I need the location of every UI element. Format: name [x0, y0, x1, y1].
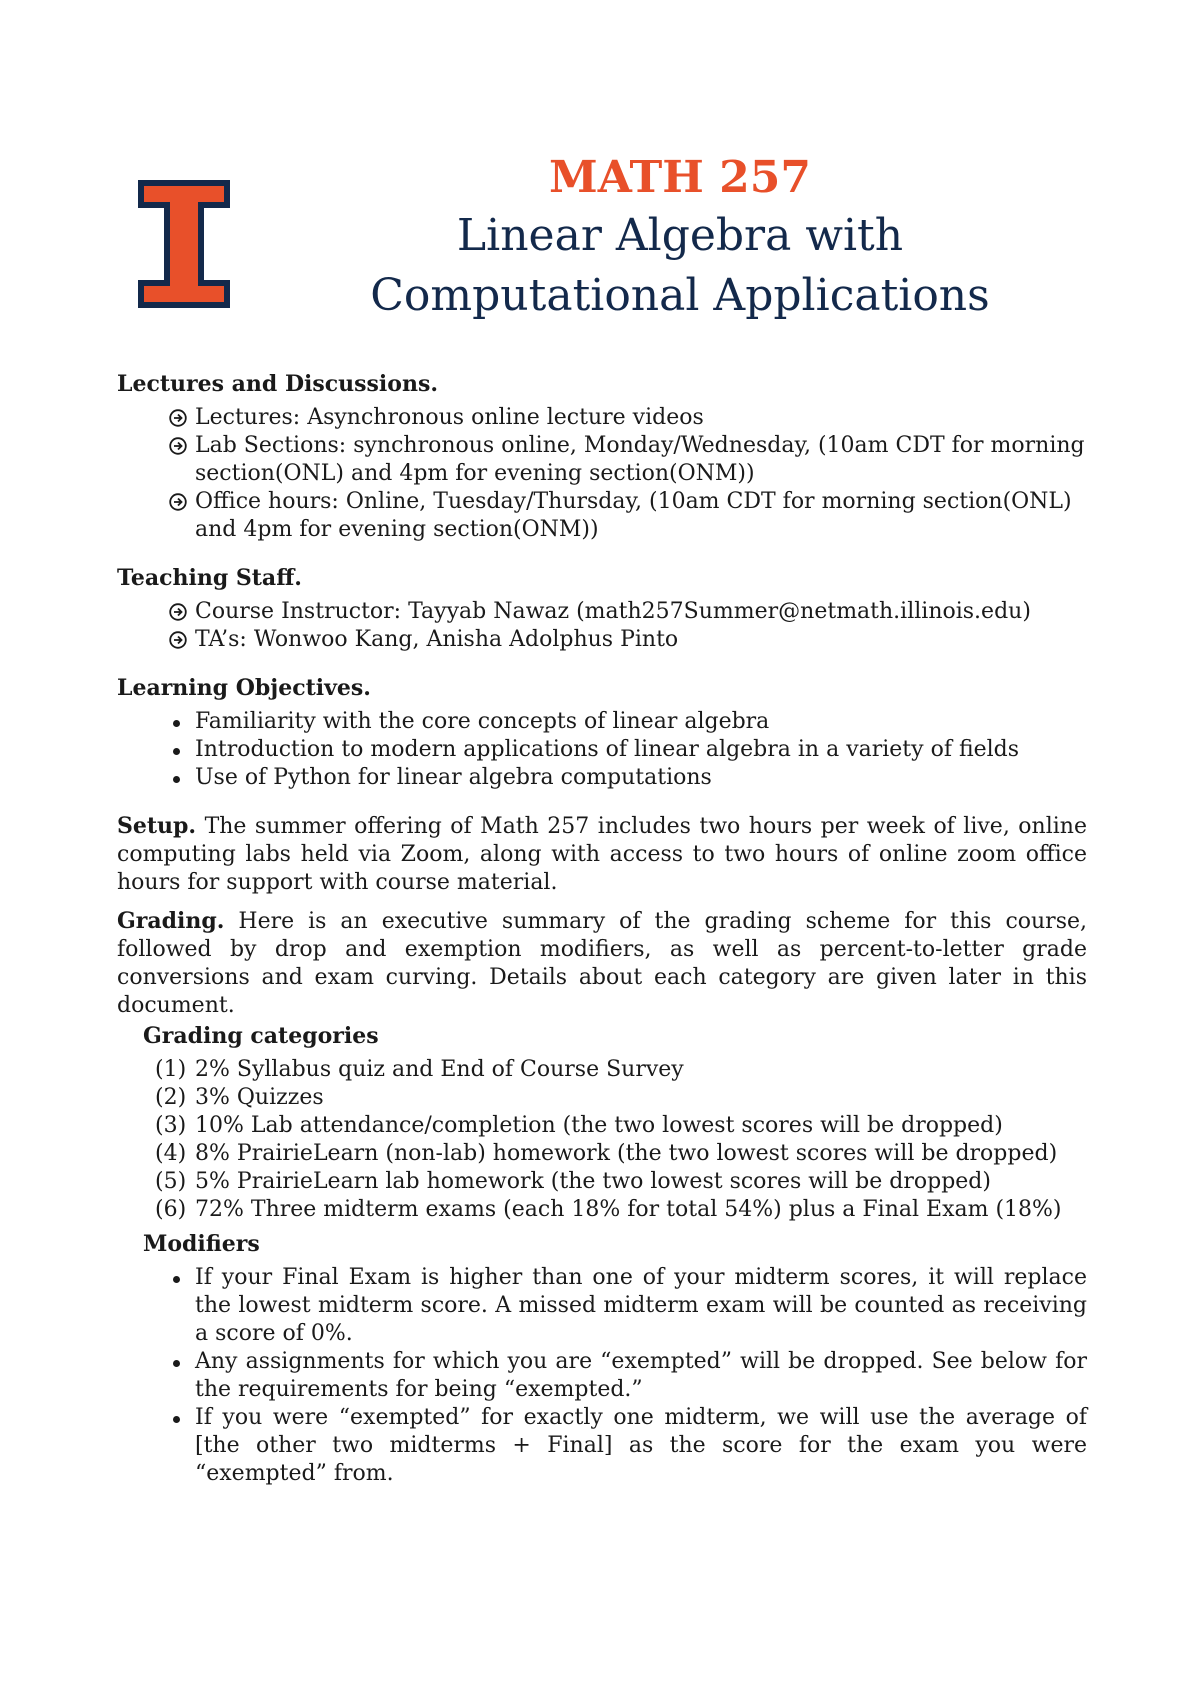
course-title-line1: Linear Algebra with	[456, 210, 904, 261]
list-item-text: Familiarity with the core concepts of linear algebra	[195, 709, 770, 734]
modifiers-heading: Modifiers	[143, 1231, 260, 1257]
item-number: (6)	[155, 1197, 187, 1222]
setup-text: The summer offering of Math 257 includes two hours per week of live, online computing labs held via Zoom, along with access to two hours of online zoom office hours for support with course material.	[117, 814, 1087, 895]
circled-arrow-icon	[169, 437, 187, 455]
list-item-text: 72% Three midterm exams (each 18% for total 54%) plus a Final Exam (18%)	[195, 1197, 1062, 1222]
lectures-list	[117, 404, 1087, 544]
list-item-text: Any assignments for which you are “exempted” will be dropped. See below for the requirements for being “exempted.”	[195, 1349, 1087, 1402]
list-item-text: Use of Python for linear algebra computations	[195, 765, 712, 790]
list-item-text: If your Final Exam is higher than one of your midterm scores, it will replace the lowest midterm score. A missed midterm exam will be counted as receiving a score of 0%.	[195, 1265, 1087, 1346]
list-item	[117, 1348, 1087, 1404]
list-item-text: 5% PrairieLearn lab homework (the two lowest scores will be dropped)	[195, 1169, 991, 1194]
grading-label: Grading.	[117, 908, 225, 934]
item-number: (5)	[155, 1169, 187, 1194]
list-item	[117, 1404, 1087, 1488]
staff-list	[117, 598, 1087, 654]
list-item	[117, 1264, 1087, 1348]
bullet-dot-icon	[173, 776, 180, 783]
bullet-dot-icon	[173, 1360, 180, 1367]
objectives-heading: Learning Objectives.	[117, 675, 371, 701]
list-item	[117, 432, 1087, 488]
circled-arrow-icon	[169, 603, 187, 621]
list-item	[117, 1084, 1087, 1112]
item-number: (1)	[155, 1057, 187, 1082]
list-item-text: 2% Syllabus quiz and End of Course Survey	[195, 1057, 684, 1082]
list-item-text: 3% Quizzes	[195, 1085, 324, 1110]
item-number: (2)	[155, 1085, 187, 1110]
list-item	[117, 764, 1087, 792]
list-item-text: Course Instructor: Tayyab Nawaz (math257Summer@netmath.illinois.edu)	[195, 599, 1031, 624]
grading-paragraph	[117, 907, 1087, 1020]
block-i-logo	[138, 180, 230, 308]
item-number: (4)	[155, 1141, 187, 1166]
grading-text: Here is an executive summary of the grading scheme for this course, followed by drop and exemption modifiers, as well as percent-to-letter grade conversions and exam curving. Details about each category are given later in this document.	[117, 909, 1087, 1018]
staff-section	[117, 564, 1087, 654]
list-item-text: TA’s: Wonwoo Kang, Anisha Adolphus Pinto	[195, 627, 679, 652]
circled-arrow-icon	[169, 493, 187, 511]
circled-arrow-icon	[169, 409, 187, 427]
title-block	[330, 150, 1030, 326]
list-item	[117, 404, 1087, 432]
list-item	[117, 708, 1087, 736]
bullet-dot-icon	[173, 1276, 180, 1283]
objectives-section	[117, 674, 1087, 792]
list-item	[117, 1168, 1087, 1196]
staff-heading: Teaching Staff.	[117, 565, 302, 591]
grading-categories-list	[117, 1056, 1087, 1224]
circled-arrow-icon	[169, 631, 187, 649]
list-item-text: If you were “exempted” for exactly one midterm, we will use the average of [the other two midterms + Final] as the score for the exam you were “exempted” from.	[195, 1405, 1087, 1486]
grading-categories-heading: Grading categories	[143, 1023, 379, 1049]
list-item	[117, 1196, 1087, 1224]
objectives-list	[117, 708, 1087, 792]
list-item	[117, 626, 1087, 654]
list-item-text: Lab Sections: synchronous online, Monday/Wednesday, (10am CDT for morning section(ONL) and 4pm for evening section(ONM))	[195, 433, 1085, 486]
bullet-dot-icon	[173, 748, 180, 755]
bullet-dot-icon	[173, 1416, 180, 1423]
lectures-section	[117, 370, 1087, 544]
list-item	[117, 488, 1087, 544]
list-item	[117, 1056, 1087, 1084]
list-item-text: Lectures: Asynchronous online lecture videos	[195, 405, 704, 430]
list-item-text: Office hours: Online, Tuesday/Thursday, (10am CDT for morning section(ONL) and 4pm for evening section(ONM))	[195, 489, 1072, 542]
setup-label: Setup.	[117, 813, 197, 839]
list-item	[117, 736, 1087, 764]
bullet-dot-icon	[173, 720, 180, 727]
setup-paragraph	[117, 812, 1087, 897]
list-item-text: 10% Lab attendance/completion (the two lowest scores will be dropped)	[195, 1113, 1003, 1138]
list-item	[117, 598, 1087, 626]
course-code: MATH 257	[549, 152, 811, 203]
modifiers-list	[117, 1264, 1087, 1488]
list-item	[117, 1112, 1087, 1140]
lectures-heading: Lectures and Discussions.	[117, 371, 438, 397]
syllabus-content	[117, 370, 1087, 1488]
list-item-text: 8% PrairieLearn (non-lab) homework (the two lowest scores will be dropped)	[195, 1141, 1058, 1166]
item-number: (3)	[155, 1113, 187, 1138]
course-title-line2: Computational Applications	[370, 270, 990, 321]
list-item	[117, 1140, 1087, 1168]
list-item-text: Introduction to modern applications of linear algebra in a variety of fields	[195, 737, 1020, 762]
